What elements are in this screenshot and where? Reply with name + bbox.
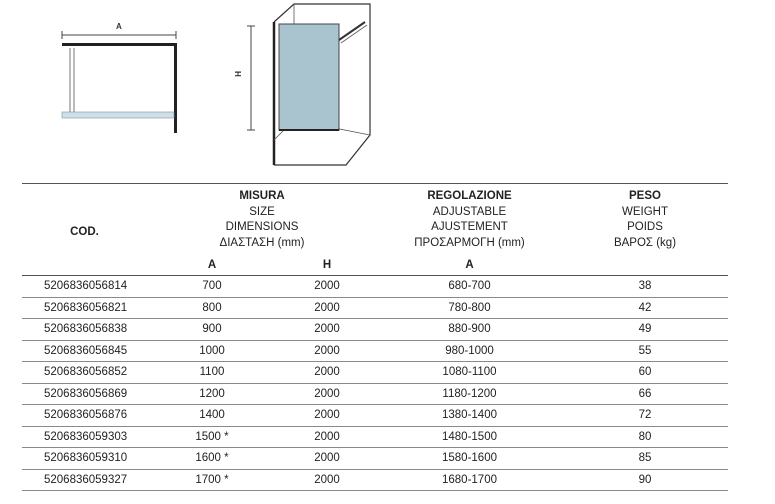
h-cell: 2000 (314, 344, 340, 357)
adjust-cell: 1080-1100 (442, 366, 497, 378)
spec-table (22, 183, 728, 491)
code-cell: 5206836056869 (44, 387, 128, 400)
adjust-cell: 1580-1600 (442, 452, 497, 464)
weight-cell: 42 (638, 301, 652, 314)
adjust-cell: 980-1000 (445, 344, 494, 357)
table-header (22, 184, 728, 252)
table-row (22, 469, 728, 491)
table-row (22, 405, 728, 427)
h-cell: 2000 (314, 280, 340, 292)
code-cell: 5206836059327 (44, 473, 128, 486)
adjust-header: REGOLAZIONE ADJUSTABLE AJUSTEMENT ΠΡΟΣΑΡΜΟΓΗ (mm) (414, 190, 525, 249)
table-row (22, 319, 728, 341)
adjust-cell: 1480-1500 (442, 430, 497, 443)
table-row (22, 362, 728, 384)
weight-cell: 72 (638, 409, 652, 421)
a-cell: 800 (202, 301, 222, 314)
table-row (22, 297, 728, 319)
adjust-cell: 680-700 (448, 280, 491, 292)
dimension-label-a: A (116, 22, 122, 31)
h-cell: 2000 (314, 323, 340, 335)
table-row (22, 383, 728, 405)
h-cell: 2000 (314, 301, 340, 314)
weight-cell: 38 (638, 280, 652, 292)
a-cell: 1600 * (195, 452, 229, 464)
code-cell: 5206836056852 (44, 366, 128, 378)
h-cell: 2000 (314, 387, 340, 400)
h-cell: 2000 (314, 430, 340, 443)
weight-cell: 80 (638, 430, 652, 443)
subheader-adjust-a: A (465, 259, 474, 271)
adjust-cell: 1680-1700 (442, 473, 497, 486)
a-cell: 1000 (199, 344, 225, 357)
a-cell: 1400 (199, 409, 225, 421)
h-cell: 2000 (314, 473, 340, 486)
glass-panel (279, 24, 339, 130)
code-cell: 5206836056845 (44, 344, 128, 357)
h-cell: 2000 (314, 366, 340, 378)
a-cell: 900 (202, 323, 222, 335)
code-cell: 5206836059310 (44, 452, 128, 464)
subheader-a: A (207, 259, 217, 271)
support-bar (339, 22, 365, 40)
wall-right (174, 43, 177, 133)
code-header: COD. (70, 226, 99, 239)
subheader-h: H (322, 259, 332, 271)
weight-cell: 90 (638, 473, 652, 486)
a-cell: 1500 * (195, 430, 229, 443)
code-cell: 5206836056876 (44, 409, 128, 421)
adjust-cell: 1380-1400 (442, 409, 497, 421)
table-row (22, 426, 728, 448)
weight-cell: 60 (638, 366, 652, 378)
plan-view-diagram (50, 18, 190, 138)
adjust-cell: 1180-1200 (442, 387, 497, 400)
weight-cell: 49 (638, 323, 652, 335)
weight-cell: 55 (638, 344, 652, 357)
weight-cell: 85 (638, 452, 652, 464)
table-row (22, 276, 728, 298)
h-cell: 2000 (314, 409, 340, 421)
table-row (22, 448, 728, 470)
a-cell: 700 (202, 280, 222, 292)
weight-cell: 66 (638, 387, 652, 400)
adjust-cell: 880-900 (448, 323, 491, 335)
glass-panel-plan (62, 112, 174, 118)
dimension-label-h: H (233, 71, 242, 77)
a-cell: 1100 (199, 366, 225, 378)
perspective-diagram (232, 0, 382, 170)
table-row (22, 340, 728, 362)
adjust-cell: 780-800 (448, 301, 491, 314)
code-cell: 5206836056814 (44, 280, 128, 292)
code-cell: 5206836059303 (44, 430, 128, 443)
wall-top (62, 43, 176, 46)
a-cell: 1700 * (195, 473, 229, 486)
size-header: MISURA SIZE DIMENSIONS ΔΙΑΣΤΑΣΗ (mm) (219, 190, 305, 249)
a-cell: 1200 (199, 387, 225, 400)
table-subheader (22, 251, 728, 276)
h-cell: 2000 (314, 452, 340, 464)
code-cell: 5206836056838 (44, 323, 128, 335)
code-cell: 5206836056821 (44, 301, 128, 314)
weight-header: PESO WEIGHT POIDS ΒΑΡΟΣ (kg) (613, 190, 677, 249)
